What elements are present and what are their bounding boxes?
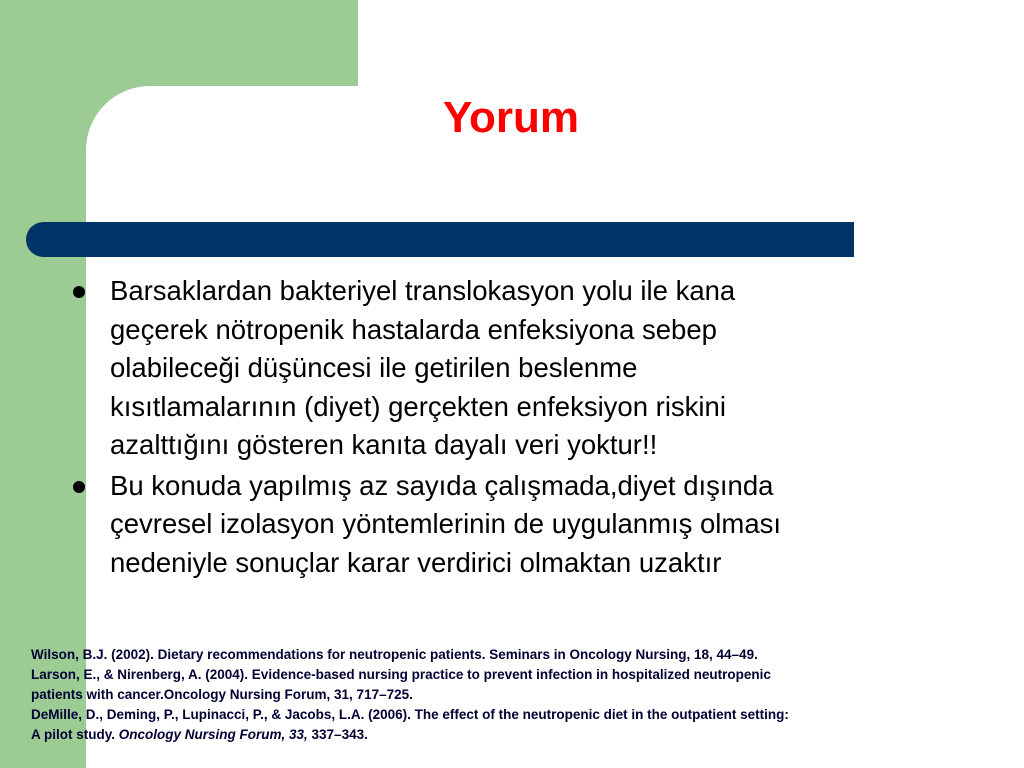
reference-demille-pages: 337–343. [307, 727, 368, 742]
bullet-point-icon [73, 286, 85, 298]
reference-demille-part-1: DeMille, D., Deming, P., Lupinacci, P., & Jacobs, L.A. (2006). The effect of the neutropenic diet in the outpatient setting: [31, 707, 789, 722]
reference-wilson: Wilson, B.J. (2002). Dietary recommendations for neutropenic patients. Seminars in Oncology Nursing, 18, 44–49. [31, 647, 758, 662]
title-underline-bar [26, 222, 854, 257]
bullet-point-icon [73, 481, 85, 493]
bullet-1-line-2: geçerek nötropenik hastalarda enfeksiyona sebep [110, 313, 717, 345]
reference-demille-journal: Oncology Nursing Forum, 33, [118, 727, 308, 742]
reference-larson-part-1: Larson, E., & Nirenberg, A. (2004). Evidence-based nursing practice to prevent infection in hospitalized neutropenic [31, 667, 771, 682]
bullet-1-line-4: kısıtlamalarının (diyet) gerçekten enfeksiyon riskini [110, 390, 726, 422]
reference-demille-prefix: A pilot study. [31, 727, 119, 742]
bullet-2-line-2: çevresel izolasyon yöntemlerinin de uygulanmış olması [110, 508, 782, 539]
bullet-item-1 [68, 272, 948, 465]
reference-demille-part-2 [31, 725, 1006, 745]
bullet-2-line-1: Bu konuda yapılmış az sayıda çalışmada,diyet dışında [110, 469, 774, 501]
bullet-1-line-3: olabileceği düşüncesi ile getirilen beslenme [110, 352, 638, 383]
bullet-2-line-3: nedeniyle sonuçlar karar verdirici olmaktan uzaktır [110, 546, 722, 578]
bullet-1-line-1: Barsaklardan bakteriyel translokasyon yolu ile kana [110, 275, 736, 306]
reference-larson-part-2: patients with cancer.Oncology Nursing Forum, 31, 717–725. [31, 687, 413, 702]
references-block [31, 645, 1006, 745]
bullet-list [68, 272, 948, 584]
slide-title: Yorum [442, 93, 580, 142]
bullet-1-line-5: azalttığını gösteren kanıta dayalı veri yoktur!! [110, 429, 658, 460]
bullet-item-2 [68, 467, 948, 583]
